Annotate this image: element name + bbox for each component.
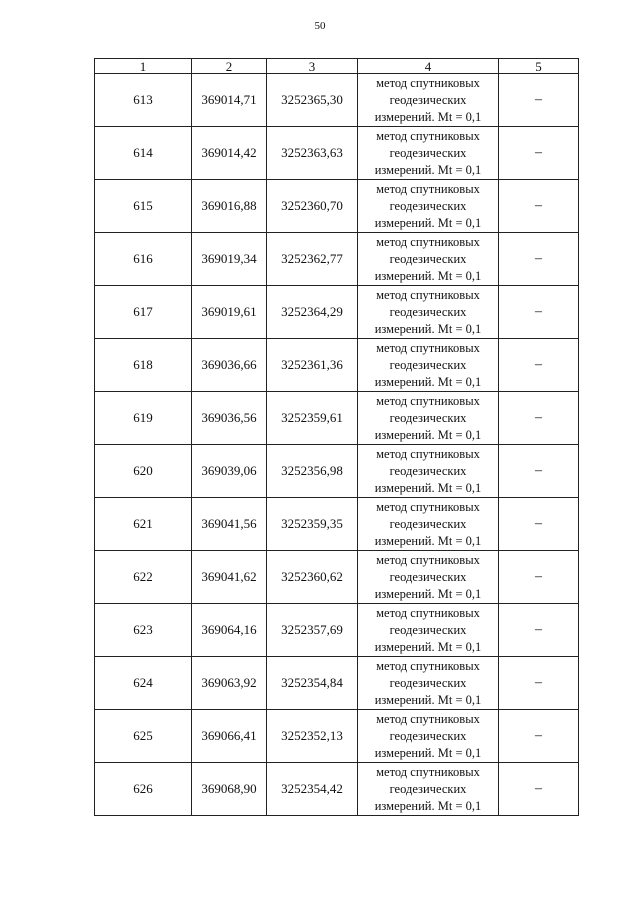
table-row bbox=[95, 710, 579, 763]
table-row bbox=[95, 127, 579, 180]
coordinate-y-cell: 3252357,69 bbox=[267, 604, 358, 657]
method-line: метод спутниковых bbox=[376, 75, 480, 90]
column-5-cell: – bbox=[499, 657, 579, 710]
method-line: геодезических bbox=[389, 728, 467, 743]
coordinate-x-cell: 369019,34 bbox=[192, 233, 267, 286]
method-line: геодезических bbox=[389, 516, 467, 531]
method-line: метод спутниковых bbox=[376, 658, 480, 673]
table-row bbox=[95, 286, 579, 339]
method-line: измерений. Mt = 0,1 bbox=[374, 162, 482, 177]
method-line: геодезических bbox=[389, 92, 467, 107]
coordinate-x-cell: 369014,42 bbox=[192, 127, 267, 180]
method-line: измерений. Mt = 0,1 bbox=[374, 427, 482, 442]
column-5-cell: – bbox=[499, 498, 579, 551]
method-cell bbox=[358, 286, 499, 339]
column-5-cell: – bbox=[499, 339, 579, 392]
point-number-cell: 626 bbox=[95, 763, 192, 816]
coordinate-x-cell: 369036,66 bbox=[192, 339, 267, 392]
method-line: метод спутниковых bbox=[376, 287, 480, 302]
coordinate-x-cell: 369041,62 bbox=[192, 551, 267, 604]
point-number-cell: 621 bbox=[95, 498, 192, 551]
point-number-cell: 620 bbox=[95, 445, 192, 498]
coordinate-y-cell: 3252361,36 bbox=[267, 339, 358, 392]
coordinate-y-cell: 3252352,13 bbox=[267, 710, 358, 763]
method-cell bbox=[358, 233, 499, 286]
method-cell bbox=[358, 498, 499, 551]
point-number-cell: 622 bbox=[95, 551, 192, 604]
column-5-cell: – bbox=[499, 392, 579, 445]
coordinate-x-cell: 369019,61 bbox=[192, 286, 267, 339]
table-row bbox=[95, 233, 579, 286]
method-line: геодезических bbox=[389, 357, 467, 372]
coordinate-y-cell: 3252365,30 bbox=[267, 74, 358, 127]
method-line: измерений. Mt = 0,1 bbox=[374, 480, 482, 495]
method-line: геодезических bbox=[389, 304, 467, 319]
method-line: измерений. Mt = 0,1 bbox=[374, 745, 482, 760]
column-5-cell: – bbox=[499, 74, 579, 127]
method-line: измерений. Mt = 0,1 bbox=[374, 692, 482, 707]
table-body bbox=[95, 74, 579, 816]
point-number-cell: 615 bbox=[95, 180, 192, 233]
coordinates-table bbox=[94, 58, 579, 816]
table-row bbox=[95, 74, 579, 127]
coordinate-x-cell: 369016,88 bbox=[192, 180, 267, 233]
table-row bbox=[95, 657, 579, 710]
coordinate-y-cell: 3252363,63 bbox=[267, 127, 358, 180]
coordinate-y-cell: 3252364,29 bbox=[267, 286, 358, 339]
column-5-cell: – bbox=[499, 604, 579, 657]
table-row bbox=[95, 498, 579, 551]
method-line: измерений. Mt = 0,1 bbox=[374, 215, 482, 230]
column-5-cell: – bbox=[499, 710, 579, 763]
method-cell bbox=[358, 339, 499, 392]
column-header-3: 3 bbox=[267, 59, 358, 74]
table-row bbox=[95, 392, 579, 445]
column-5-cell: – bbox=[499, 763, 579, 816]
method-line: метод спутниковых bbox=[376, 393, 480, 408]
page-number: 50 bbox=[314, 20, 326, 32]
table-row bbox=[95, 445, 579, 498]
method-cell bbox=[358, 710, 499, 763]
method-cell bbox=[358, 657, 499, 710]
method-line: геодезических bbox=[389, 675, 467, 690]
point-number-cell: 613 bbox=[95, 74, 192, 127]
method-line: метод спутниковых bbox=[376, 128, 480, 143]
table-row bbox=[95, 339, 579, 392]
point-number-cell: 618 bbox=[95, 339, 192, 392]
column-5-cell: – bbox=[499, 127, 579, 180]
method-line: метод спутниковых bbox=[376, 181, 480, 196]
coordinate-x-cell: 369041,56 bbox=[192, 498, 267, 551]
coordinate-x-cell: 369068,90 bbox=[192, 763, 267, 816]
coordinate-y-cell: 3252359,61 bbox=[267, 392, 358, 445]
method-line: измерений. Mt = 0,1 bbox=[374, 639, 482, 654]
method-line: метод спутниковых bbox=[376, 234, 480, 249]
method-cell bbox=[358, 763, 499, 816]
method-line: измерений. Mt = 0,1 bbox=[374, 374, 482, 389]
point-number-cell: 625 bbox=[95, 710, 192, 763]
method-line: метод спутниковых bbox=[376, 605, 480, 620]
coordinate-x-cell: 369039,06 bbox=[192, 445, 267, 498]
method-line: измерений. Mt = 0,1 bbox=[374, 268, 482, 283]
method-cell bbox=[358, 392, 499, 445]
coordinate-y-cell: 3252362,77 bbox=[267, 233, 358, 286]
point-number-cell: 623 bbox=[95, 604, 192, 657]
method-line: измерений. Mt = 0,1 bbox=[374, 798, 482, 813]
method-line: геодезических bbox=[389, 569, 467, 584]
method-line: геодезических bbox=[389, 251, 467, 266]
table-row bbox=[95, 604, 579, 657]
coordinate-y-cell: 3252356,98 bbox=[267, 445, 358, 498]
method-line: метод спутниковых bbox=[376, 711, 480, 726]
point-number-cell: 616 bbox=[95, 233, 192, 286]
coordinate-y-cell: 3252354,42 bbox=[267, 763, 358, 816]
column-header-1: 1 bbox=[95, 59, 192, 74]
point-number-cell: 619 bbox=[95, 392, 192, 445]
table-row bbox=[95, 763, 579, 816]
method-cell bbox=[358, 74, 499, 127]
method-line: измерений. Mt = 0,1 bbox=[374, 533, 482, 548]
coordinate-x-cell: 369064,16 bbox=[192, 604, 267, 657]
column-5-cell: – bbox=[499, 180, 579, 233]
coordinate-y-cell: 3252354,84 bbox=[267, 657, 358, 710]
column-5-cell: – bbox=[499, 286, 579, 339]
column-5-cell: – bbox=[499, 445, 579, 498]
method-line: метод спутниковых bbox=[376, 340, 480, 355]
point-number-cell: 617 bbox=[95, 286, 192, 339]
table-row bbox=[95, 180, 579, 233]
method-cell bbox=[358, 551, 499, 604]
method-line: геодезических bbox=[389, 781, 467, 796]
method-line: геодезических bbox=[389, 198, 467, 213]
method-line: измерений. Mt = 0,1 bbox=[374, 586, 482, 601]
column-header-5: 5 bbox=[499, 59, 579, 74]
method-line: измерений. Mt = 0,1 bbox=[374, 321, 482, 336]
table-row bbox=[95, 551, 579, 604]
coordinate-y-cell: 3252359,35 bbox=[267, 498, 358, 551]
column-header-2: 2 bbox=[192, 59, 267, 74]
point-number-cell: 614 bbox=[95, 127, 192, 180]
method-line: геодезических bbox=[389, 463, 467, 478]
method-cell bbox=[358, 445, 499, 498]
column-5-cell: – bbox=[499, 551, 579, 604]
point-number-cell: 624 bbox=[95, 657, 192, 710]
coordinate-y-cell: 3252360,62 bbox=[267, 551, 358, 604]
method-cell bbox=[358, 604, 499, 657]
method-line: метод спутниковых bbox=[376, 764, 480, 779]
method-cell bbox=[358, 180, 499, 233]
coordinate-x-cell: 369066,41 bbox=[192, 710, 267, 763]
coordinate-y-cell: 3252360,70 bbox=[267, 180, 358, 233]
column-header-4: 4 bbox=[358, 59, 499, 74]
coordinate-x-cell: 369014,71 bbox=[192, 74, 267, 127]
column-5-cell: – bbox=[499, 233, 579, 286]
method-cell bbox=[358, 127, 499, 180]
method-line: метод спутниковых bbox=[376, 552, 480, 567]
coordinate-x-cell: 369036,56 bbox=[192, 392, 267, 445]
method-line: геодезических bbox=[389, 410, 467, 425]
method-line: геодезических bbox=[389, 622, 467, 637]
table-header-row bbox=[95, 59, 579, 74]
coordinate-x-cell: 369063,92 bbox=[192, 657, 267, 710]
method-line: метод спутниковых bbox=[376, 446, 480, 461]
method-line: метод спутниковых bbox=[376, 499, 480, 514]
method-line: измерений. Mt = 0,1 bbox=[374, 109, 482, 124]
method-line: геодезических bbox=[389, 145, 467, 160]
